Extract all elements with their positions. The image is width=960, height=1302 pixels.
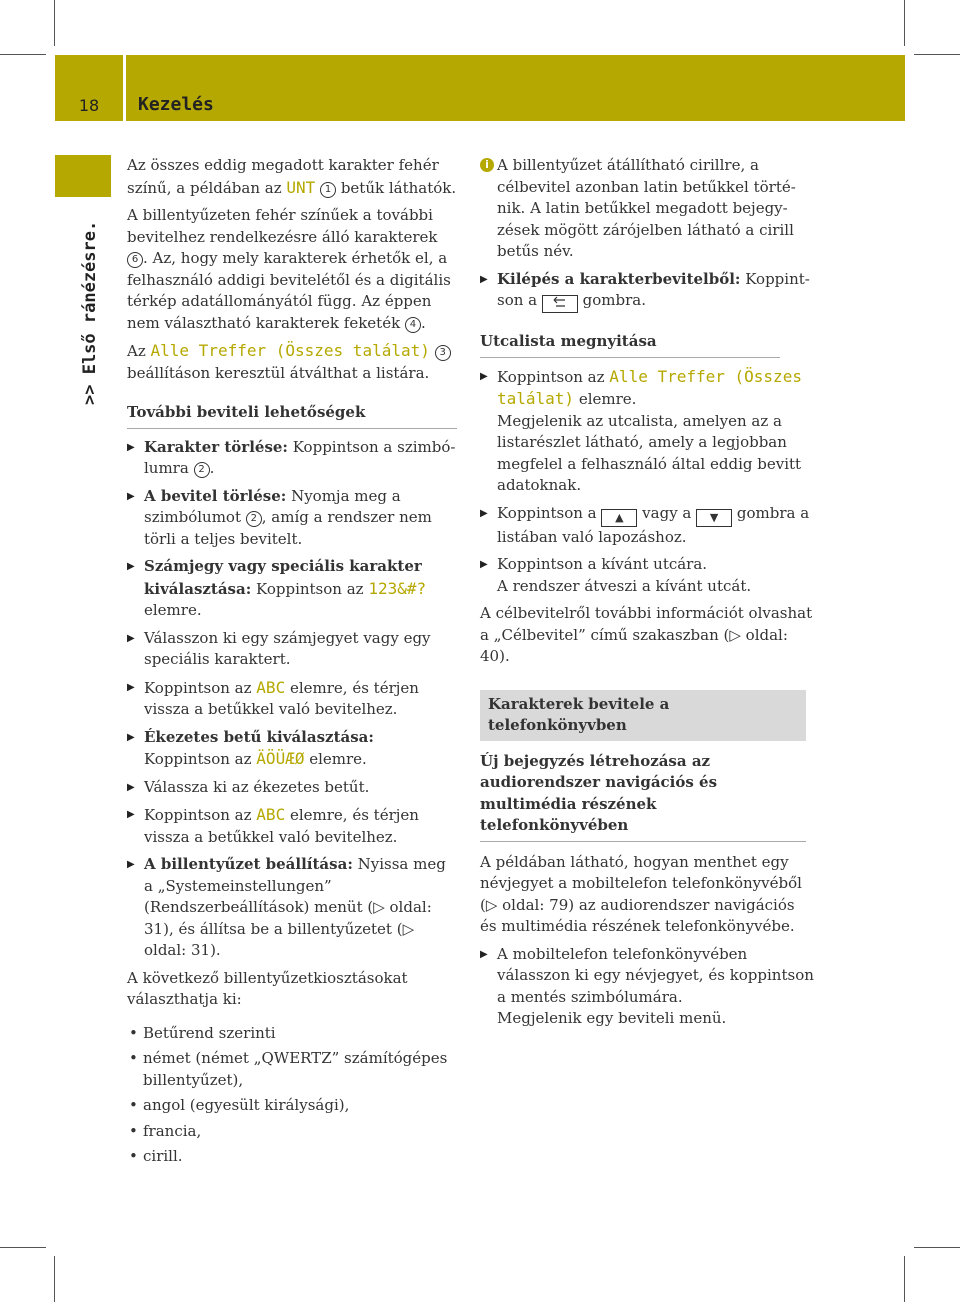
left-column (127, 155, 457, 1172)
code-text: UNT (286, 177, 316, 197)
code-text: ABC (256, 805, 286, 824)
back-icon (542, 295, 578, 313)
paragraph: A következő billentyűzetkiosztásokat választhatja ki: (127, 968, 408, 1008)
page-title: Kezelés (138, 94, 214, 115)
list-item: ▶ Karakter törlése: Koppintson a szimbólumra 2 . (127, 437, 457, 480)
section-heading: További beviteli lehetőségek (127, 402, 457, 429)
result-text: Megjelenik egy beviteli menü. (497, 1009, 727, 1027)
list-item: ▶ Válasszon ki egy számjegyet vagy egy speciális karaktert. (127, 628, 457, 671)
callout-number: 2 (194, 462, 210, 478)
list-item: ▶ Válassza ki az ékezetes betűt. (127, 777, 457, 799)
subsection-heading: Új bejegyzés létrehozása az audiorendszer navigációs és multimédia részének telefonkönyvében (480, 751, 806, 842)
code-text: ABC (256, 677, 286, 697)
paragraph: Az Alle Treffer (Összes találat) 3 beállításon keresztül átválthat a listára. (127, 340, 457, 384)
code-text: Alle Treffer (Összes találat) (150, 341, 430, 360)
list-item: ▶ Kilépés a karakterbevitelből: Koppintson a gombra. (480, 269, 815, 314)
list-item: ▶ Koppintson a kívánt utcára. A rendszer átveszi a kívánt utcát. (480, 554, 815, 597)
bullet-item: • cirill. (127, 1146, 457, 1168)
section-tab-label: >> Első ránézésre. (80, 220, 100, 405)
list-item: ▶ Koppintson a ▲ vagy a ▼ gombra a listában való lapozáshoz. (480, 503, 815, 549)
list-item: ▶ Ékezetes betű kiválasztása: Koppintson az ÄÖÜÆØ elemre. (127, 727, 457, 771)
code-text: Alle Treffer (Összes találat) (497, 366, 802, 408)
callout-number: 4 (405, 317, 421, 333)
down-arrow-icon: ▼ (696, 509, 732, 527)
crop-mark (914, 54, 960, 55)
crop-mark (0, 1247, 46, 1248)
crop-mark (914, 1247, 960, 1248)
code-text: 123&#? (368, 578, 427, 598)
list-item: ▶ A mobiltelefon telefonkönyvében válasszon ki egy névjegyet, és koppintson a mentés szimbólumára. Megjelenik egy beviteli menü. (480, 944, 815, 1030)
paragraph: A billentyűzeten fehér színűek a további bevitelhez rendelkezésre álló karakterek 6 . Az, hogy mely karakterek érhetők el, a felhasználó addigi bevitelétől és a digitális térkép adatállományától függ. Az éppen nem választható karakterek feketék 4 . (127, 206, 451, 332)
code-text: ÄÖÜÆØ (256, 749, 305, 768)
paragraph: Az összes eddig megadott karakter fehér színű, a példában az UNT 1 betűk láthatók. (127, 156, 457, 197)
up-arrow-icon: ▲ (601, 509, 637, 527)
list-item: ▶ Számjegy vagy speciális karakter kiválasztása: Koppintson az 123&#? elemre. (127, 556, 457, 622)
bullet-item: • Betűrend szerinti (127, 1023, 457, 1045)
info-note: i A billentyűzet átállítható cirillre, a célbevitel azonban latin betűkkel történik. A latin betűkkel megadott bejegyzések mögött zárójelben látható a cirill betűs név. (480, 155, 815, 263)
paragraph: A példában látható, hogyan menthet egy névjegyet a mobiltelefon telefonkönyvéből (▷ oldal: 79) az audiorendszer navigációs és multimédia részének telefonkönyvébe. (480, 852, 802, 935)
result-text: Megjelenik az utcalista, amelyen az a listarészlet látható, amely a legjobban megfelel a felhasználó által eddig bevitt adatoknak. (497, 411, 802, 494)
crop-mark (904, 1256, 905, 1302)
paragraph: A célbevitelről további információt olvashat a „Célbevitel” című szakaszban (▷ oldal: 40). (480, 604, 813, 665)
result-text: A rendszer átveszi a kívánt utcát. (497, 576, 752, 595)
crop-mark (54, 1256, 55, 1302)
section-bar: Karakterek bevitele a telefonkönyvben (480, 690, 806, 741)
crop-mark (904, 0, 905, 46)
callout-number: 2 (246, 511, 262, 527)
crop-mark (0, 54, 46, 55)
bullet-item: • angol (egyesült királysági), (127, 1095, 457, 1117)
page-number: 18 (78, 96, 100, 115)
side-tab-marker (55, 155, 111, 197)
crop-mark (54, 0, 55, 46)
header-divider (123, 55, 126, 121)
list-item: ▶ Koppintson az ABC elemre, és térjen vissza a betűkkel való bevitelhez. (127, 677, 457, 721)
page-header (55, 55, 905, 121)
bullet-item: • francia, (127, 1121, 457, 1143)
callout-number: 6 (127, 252, 143, 268)
info-icon: i (480, 158, 494, 172)
right-column (480, 155, 815, 1036)
list-item: ▶ A bevitel törlése: Nyomja meg a szimbólumot 2 , amíg a rendszer nem törli a teljes bevitelt. (127, 486, 457, 551)
section-heading: Utcalista megnyitása (480, 331, 780, 358)
list-item: ▶ Koppintson az Alle Treffer (Összes találat) elemre. Megjelenik az utcalista, amelyen az a listarészlet látható, amely a legjobban megfelel a felhasználó által eddig bevitt adatoknak. (480, 366, 815, 497)
callout-number: 3 (435, 345, 451, 361)
list-item: ▶ A billentyűzet beállítása: Nyissa meg a „Systemeinstellungen” (Rendszerbeállítások) menüt (▷ oldal: 31), és állítsa be a billentyűzetet (▷ oldal: 31). (127, 854, 457, 962)
callout-number: 1 (320, 182, 336, 198)
list-item: ▶ Koppintson az ABC elemre, és térjen vissza a betűkkel való bevitelhez. (127, 804, 457, 848)
bullet-item: • német (német „QWERTZ” számítógépes billentyűzet), (127, 1048, 457, 1091)
